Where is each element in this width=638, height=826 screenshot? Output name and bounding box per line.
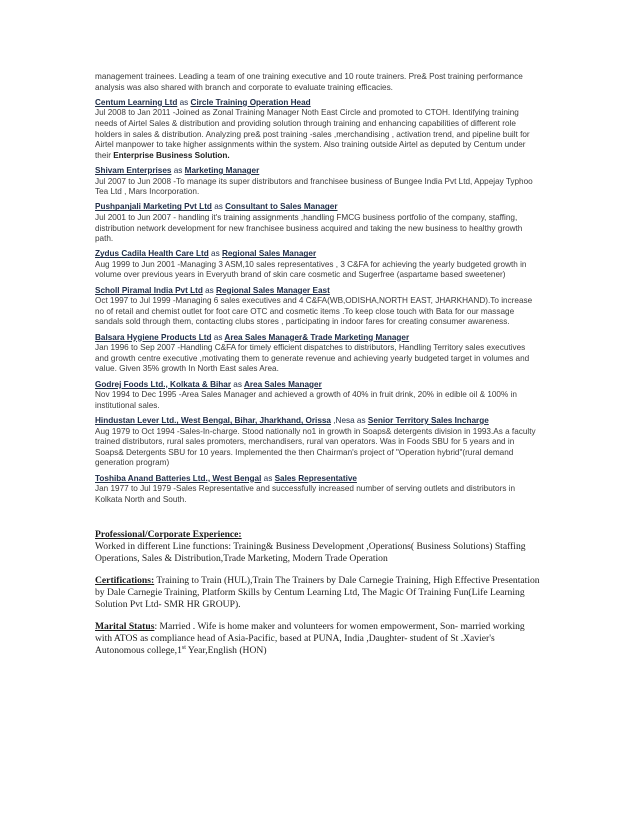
job-entry [95,202,540,244]
job-header [95,249,540,260]
job-header [95,416,540,427]
job-description [95,177,540,198]
job-as: as [214,202,223,212]
job-company: Hindustan Lever Ltd., West Bengal, Bihar, Jharkhand, Orissa [95,415,331,425]
job-description [95,296,540,328]
job-description-text: Jul 2007 to Jun 2008 -To manage its super distributors and franchisee business of Bungee India Pvt Ltd, Appejay Typhoo Tea Ltd , Mars Incorporation. [95,176,533,197]
job-header [95,474,540,485]
job-description-text: Jan 1996 to Sep 2007 -Handling C&FA for timely efficient dispatches to distributors, Handling Territory sales executives and growth centre executive ,motivating them to generate revenue and achieving yearly budgeted target in volumes and value. Given 35% growth In North East sales Area. [95,343,530,374]
certifications-section [95,575,540,610]
job-description [95,343,540,375]
job-as: as [173,165,183,175]
job-entry [95,333,540,375]
job-role: Area Sales Manager [243,379,322,389]
marital-text: : Married . Wife is home maker and volunteers for women empowerment, Son- married working with ATOS as compliance head of Asia-Pacific, based at PUNA, India ,Daughter- student of St .Xavier's Autonomous college,1 [95,621,525,656]
job-description [95,427,540,469]
job-description-text: Jul 2001 to Jun 2007 - handling it's training assignments ,handling FMCG business portfolio of the company, staffing, distribution network development for new franchisee business acquired and taking the new business to healthy growth path. [95,212,523,244]
job-as: as [213,332,223,342]
professional-section [95,529,540,564]
resume-content [95,72,540,656]
job-description-text: Jan 1977 to Jul 1979 -Sales Representative and successfully increased number of serving outlets and distributors in Kolkata North and South. [95,484,516,504]
certifications-label: Certifications: [95,575,155,587]
job-header [95,333,540,344]
job-role: Regional Sales Manager East [216,285,330,295]
job-company: Godrej Foods Ltd., Kolkata & Bihar [95,379,232,389]
job-as: as [179,97,189,107]
job-entry [95,286,540,328]
job-role: Sales Representative [274,473,357,483]
job-company: Centum Learning Ltd [95,97,178,107]
job-description [95,390,540,411]
job-role: Circle Training Operation Head [190,97,311,107]
job-entry [95,416,540,469]
job-entry [95,98,540,162]
job-as: as [211,249,220,259]
job-as: as [205,285,214,295]
job-description [95,260,540,281]
job-as: as [263,473,273,483]
job-company: Toshiba Anand Batteries Ltd., West Bengal [95,473,262,483]
marital-superscript: st [181,644,186,651]
job-role: Consultant to Sales Manager [225,202,338,212]
job-entry [95,249,540,281]
job-company: Pushpanjali Marketing Pvt Ltd [95,202,212,212]
job-header [95,166,540,177]
professional-text: Worked in different Line functions: Training& Business Development ,Operations( Business Solutions) Staffing Operations, Sales & Distribution,Trade Marketing, Modern Trade Operation [95,541,526,564]
job-company: Scholl Piramal India Pvt Ltd [95,285,203,295]
marital-section [95,621,540,656]
job-role: Regional Sales Manager [221,249,317,259]
job-header [95,202,540,213]
job-entry [95,474,540,506]
job-description [95,213,540,245]
job-header [95,98,540,109]
job-company: Balsara Hygiene Products Ltd [95,332,212,342]
certifications-text: Training to Train (HUL),Train The Trainers by Dale Carnegie Training, High Effective Presentation by Dale Carnegie Training, Platform Skills by Centum Learning Ltd, The Magic Of Training Fun(Life Learning Solution Pvt Ltd- SMR HR GROUP). [95,575,540,610]
job-description [95,484,540,505]
marital-label: Marital Status [95,621,155,633]
job-header [95,286,540,297]
job-role: Area Sales Manager& Trade Marketing Manager [224,332,410,342]
professional-label: Professional/Corporate Experience: [95,529,242,541]
job-as: ,Nesa as [333,415,366,425]
job-description-text: Jul 2008 to Jan 2011 -Joined as Zonal Training Manager Noth East Circle and promoted to CTOH. Identifying training needs of Airtel Sales & distribution and providing solution through training and enhancing capabilities of different role holders in sales & distribution. Analyzing pre& post training -sales ,merchandising , activation trend, and pipeline built for Airtel manpower to take higher assignments within the system. Also training outside Airtel as deputed by Centum under their [95,108,530,160]
job-role: Senior Territory Sales Incharge [367,415,489,425]
job-company: Shivam Enterprises [95,165,172,175]
marital-text-end: Year,English (HON) [185,644,267,656]
job-role: Marketing Manager [184,165,260,175]
job-entry [95,380,540,412]
job-entry [95,166,540,198]
job-description [95,108,540,161]
job-as: as [233,379,242,389]
job-description-highlight: Enterprise Business Solution. [113,150,230,160]
job-description-text: Oct 1997 to Jul 1999 -Managing 6 sales executives and 4 C&FA(WB,ODISHA,NORTH EAST, JHARKHAND).To increase no of retail and chemist outlet for foot care OTC and cosmetic items .To keep close touch with Bata for our massage sandals sold through them, contacting clubs stores , participating in indoor fares for creating consumer awareness. [95,296,533,327]
experience-list [95,98,540,506]
intro-paragraph: management trainees. Leading a team of one training executive and 10 route trainers. Pre& Post training performance analysis was also shared with branch and corporate to evaluate training efficacies. [95,72,523,92]
job-company: Zydus Cadila Health Care Ltd [95,249,209,259]
job-description-text: Aug 1999 to Jun 2001 -Managing 3 ASM,10 sales representatives , 3 C&FA for achieving the yearly budgeted growth in volume over previous years in Everyuth brand of skin care cosmetic and Sugerfree (aspartame based sweetener) [95,259,527,280]
job-description-text: Aug 1979 to Oct 1994 -Sales-In-charge. Stood nationally no1 in growth in Soaps& detergents division in 1993.As a faculty trained distributors, rural sales promoters, merchandisers, rural van operators. Was in Foods SBU for 5 years and in Soaps& Detergents SBU for 10 years. Implemented the then Chairman's project of "Operation hybrid"(rural demand generation program) [95,426,536,468]
job-header [95,380,540,391]
job-description-text: Nov 1994 to Dec 1995 -Area Sales Manager and achieved a growth of 40% in fruit drink, 20% in edible oil & 100% in institutional sales. [95,390,517,410]
